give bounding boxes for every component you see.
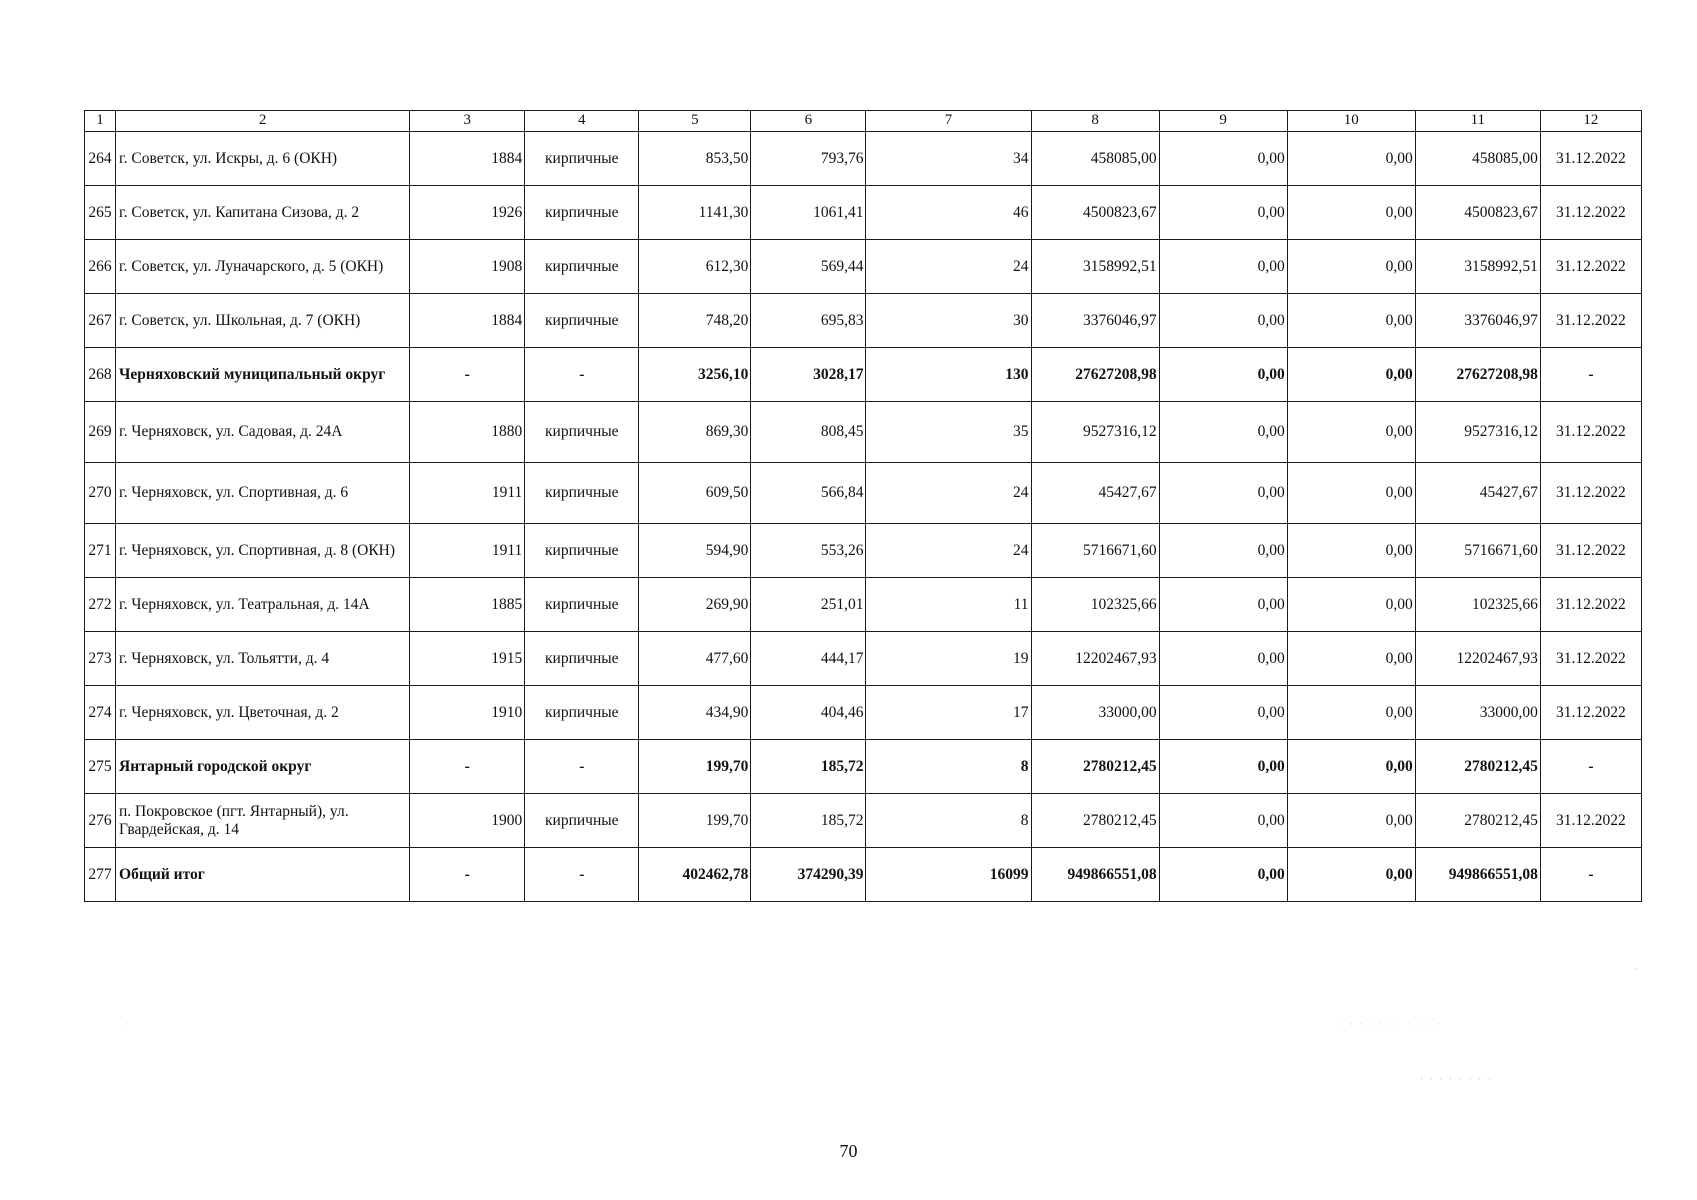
residents-count-cell: 46 bbox=[866, 186, 1031, 240]
table-row bbox=[85, 632, 1642, 686]
scan-speck: · bbox=[125, 1020, 130, 1030]
living-area-cell: 553,26 bbox=[751, 524, 866, 578]
regional-funds-cell: 0,00 bbox=[1287, 132, 1415, 186]
completion-date-cell: 31.12.2022 bbox=[1540, 632, 1641, 686]
address-name-cell: г. Советск, ул. Искры, д. 6 (ОКН) bbox=[116, 132, 410, 186]
total-cost-cell: 3376046,97 bbox=[1031, 294, 1159, 348]
other-funds-cell: 5716671,60 bbox=[1415, 524, 1540, 578]
federal-funds-cell: 0,00 bbox=[1159, 686, 1287, 740]
federal-funds-cell: 0,00 bbox=[1159, 402, 1287, 463]
residents-count-cell: 24 bbox=[866, 463, 1031, 524]
table-row bbox=[85, 132, 1642, 186]
construction-year-cell: 1911 bbox=[410, 463, 525, 524]
total-cost-cell: 4500823,67 bbox=[1031, 186, 1159, 240]
row-number-cell: 267 bbox=[85, 294, 116, 348]
completion-date-cell: - bbox=[1540, 348, 1641, 402]
construction-year-cell: 1926 bbox=[410, 186, 525, 240]
construction-year-cell: 1884 bbox=[410, 132, 525, 186]
residents-count-cell: 8 bbox=[866, 794, 1031, 848]
wall-material-cell: кирпичные bbox=[525, 132, 639, 186]
total-cost-cell: 102325,66 bbox=[1031, 578, 1159, 632]
construction-year-cell: - bbox=[410, 348, 525, 402]
row-number-cell: 266 bbox=[85, 240, 116, 294]
page-number: 70 bbox=[839, 1141, 858, 1161]
wall-material-cell: кирпичные bbox=[525, 240, 639, 294]
column-number-row bbox=[85, 111, 1642, 132]
other-funds-cell: 12202467,93 bbox=[1415, 632, 1540, 686]
address-name-cell: г. Советск, ул. Луначарского, д. 5 (ОКН) bbox=[116, 240, 410, 294]
row-number-cell: 275 bbox=[85, 740, 116, 794]
wall-material-cell: кирпичные bbox=[525, 686, 639, 740]
row-number-cell: 265 bbox=[85, 186, 116, 240]
construction-year-cell: 1911 bbox=[410, 524, 525, 578]
living-area-cell: 404,46 bbox=[751, 686, 866, 740]
scan-speck: · · · · · · · · bbox=[1420, 1075, 1493, 1085]
row-number-cell: 264 bbox=[85, 132, 116, 186]
construction-year-cell: 1880 bbox=[410, 402, 525, 463]
regional-funds-cell: 0,00 bbox=[1287, 186, 1415, 240]
completion-date-cell: 31.12.2022 bbox=[1540, 186, 1641, 240]
address-name-cell: Янтарный городской округ bbox=[116, 740, 410, 794]
column-number-6: 6 bbox=[751, 111, 866, 132]
total-area-cell: 3256,10 bbox=[639, 348, 751, 402]
federal-funds-cell: 0,00 bbox=[1159, 740, 1287, 794]
living-area-cell: 808,45 bbox=[751, 402, 866, 463]
federal-funds-cell: 0,00 bbox=[1159, 578, 1287, 632]
table-row bbox=[85, 463, 1642, 524]
table-row bbox=[85, 240, 1642, 294]
regional-funds-cell: 0,00 bbox=[1287, 794, 1415, 848]
other-funds-cell: 33000,00 bbox=[1415, 686, 1540, 740]
table-subtotal-row bbox=[85, 740, 1642, 794]
address-name-cell: п. Покровское (пгт. Янтарный), ул. Гвардейская, д. 14 bbox=[116, 794, 410, 848]
construction-year-cell: 1915 bbox=[410, 632, 525, 686]
completion-date-cell: 31.12.2022 bbox=[1540, 686, 1641, 740]
completion-date-cell: - bbox=[1540, 848, 1641, 902]
column-number-9: 9 bbox=[1159, 111, 1287, 132]
table-row bbox=[85, 186, 1642, 240]
regional-funds-cell: 0,00 bbox=[1287, 578, 1415, 632]
row-number-cell: 277 bbox=[85, 848, 116, 902]
other-funds-cell: 9527316,12 bbox=[1415, 402, 1540, 463]
wall-material-cell: кирпичные bbox=[525, 578, 639, 632]
wall-material-cell: - bbox=[525, 740, 639, 794]
construction-year-cell: 1900 bbox=[410, 794, 525, 848]
table-row bbox=[85, 524, 1642, 578]
construction-year-cell: 1885 bbox=[410, 578, 525, 632]
column-number-12: 12 bbox=[1540, 111, 1641, 132]
federal-funds-cell: 0,00 bbox=[1159, 632, 1287, 686]
address-name-cell: г. Советск, ул. Капитана Сизова, д. 2 bbox=[116, 186, 410, 240]
wall-material-cell: кирпичные bbox=[525, 463, 639, 524]
address-name-cell: г. Советск, ул. Школьная, д. 7 (ОКН) bbox=[116, 294, 410, 348]
wall-material-cell: кирпичные bbox=[525, 402, 639, 463]
other-funds-cell: 102325,66 bbox=[1415, 578, 1540, 632]
completion-date-cell: 31.12.2022 bbox=[1540, 463, 1641, 524]
wall-material-cell: кирпичные bbox=[525, 186, 639, 240]
total-cost-cell: 5716671,60 bbox=[1031, 524, 1159, 578]
living-area-cell: 185,72 bbox=[751, 740, 866, 794]
row-number-cell: 272 bbox=[85, 578, 116, 632]
row-number-cell: 274 bbox=[85, 686, 116, 740]
total-area-cell: 199,70 bbox=[639, 740, 751, 794]
other-funds-cell: 3158992,51 bbox=[1415, 240, 1540, 294]
living-area-cell: 374290,39 bbox=[751, 848, 866, 902]
register-body bbox=[85, 111, 1642, 902]
total-cost-cell: 2780212,45 bbox=[1031, 740, 1159, 794]
regional-funds-cell: 0,00 bbox=[1287, 686, 1415, 740]
total-area-cell: 748,20 bbox=[639, 294, 751, 348]
total-area-cell: 477,60 bbox=[639, 632, 751, 686]
regional-funds-cell: 0,00 bbox=[1287, 348, 1415, 402]
table-row bbox=[85, 794, 1642, 848]
other-funds-cell: 27627208,98 bbox=[1415, 348, 1540, 402]
regional-funds-cell: 0,00 bbox=[1287, 848, 1415, 902]
column-number-2: 2 bbox=[116, 111, 410, 132]
regional-funds-cell: 0,00 bbox=[1287, 524, 1415, 578]
living-area-cell: 695,83 bbox=[751, 294, 866, 348]
federal-funds-cell: 0,00 bbox=[1159, 524, 1287, 578]
completion-date-cell: 31.12.2022 bbox=[1540, 794, 1641, 848]
column-number-1: 1 bbox=[85, 111, 116, 132]
construction-year-cell: 1910 bbox=[410, 686, 525, 740]
table-row bbox=[85, 578, 1642, 632]
federal-funds-cell: 0,00 bbox=[1159, 186, 1287, 240]
other-funds-cell: 2780212,45 bbox=[1415, 794, 1540, 848]
column-number-8: 8 bbox=[1031, 111, 1159, 132]
federal-funds-cell: 0,00 bbox=[1159, 240, 1287, 294]
completion-date-cell: 31.12.2022 bbox=[1540, 294, 1641, 348]
living-area-cell: 569,44 bbox=[751, 240, 866, 294]
other-funds-cell: 2780212,45 bbox=[1415, 740, 1540, 794]
living-area-cell: 793,76 bbox=[751, 132, 866, 186]
completion-date-cell: 31.12.2022 bbox=[1540, 524, 1641, 578]
address-name-cell: Черняховский муниципальный округ bbox=[116, 348, 410, 402]
total-area-cell: 199,70 bbox=[639, 794, 751, 848]
construction-year-cell: - bbox=[410, 848, 525, 902]
address-name-cell: г. Черняховск, ул. Спортивная, д. 6 bbox=[116, 463, 410, 524]
column-number-3: 3 bbox=[410, 111, 525, 132]
total-area-cell: 594,90 bbox=[639, 524, 751, 578]
wall-material-cell: кирпичные bbox=[525, 794, 639, 848]
total-area-cell: 402462,78 bbox=[639, 848, 751, 902]
address-name-cell: г. Черняховск, ул. Тольятти, д. 4 bbox=[116, 632, 410, 686]
other-funds-cell: 949866551,08 bbox=[1415, 848, 1540, 902]
table-subtotal-row bbox=[85, 848, 1642, 902]
total-cost-cell: 12202467,93 bbox=[1031, 632, 1159, 686]
living-area-cell: 444,17 bbox=[751, 632, 866, 686]
regional-funds-cell: 0,00 bbox=[1287, 740, 1415, 794]
federal-funds-cell: 0,00 bbox=[1159, 794, 1287, 848]
total-cost-cell: 45427,67 bbox=[1031, 463, 1159, 524]
row-number-cell: 270 bbox=[85, 463, 116, 524]
construction-year-cell: - bbox=[410, 740, 525, 794]
total-cost-cell: 9527316,12 bbox=[1031, 402, 1159, 463]
residents-count-cell: 24 bbox=[866, 240, 1031, 294]
total-area-cell: 612,30 bbox=[639, 240, 751, 294]
living-area-cell: 3028,17 bbox=[751, 348, 866, 402]
regional-funds-cell: 0,00 bbox=[1287, 294, 1415, 348]
wall-material-cell: кирпичные bbox=[525, 632, 639, 686]
living-area-cell: 185,72 bbox=[751, 794, 866, 848]
total-cost-cell: 949866551,08 bbox=[1031, 848, 1159, 902]
housing-register-table bbox=[84, 110, 1642, 902]
wall-material-cell: - bbox=[525, 848, 639, 902]
residents-count-cell: 35 bbox=[866, 402, 1031, 463]
completion-date-cell: 31.12.2022 bbox=[1540, 240, 1641, 294]
column-number-4: 4 bbox=[525, 111, 639, 132]
federal-funds-cell: 0,00 bbox=[1159, 348, 1287, 402]
total-area-cell: 609,50 bbox=[639, 463, 751, 524]
scan-speck: · · · · · · · · · · · bbox=[1340, 1020, 1443, 1030]
address-name-cell: Общий итог bbox=[116, 848, 410, 902]
regional-funds-cell: 0,00 bbox=[1287, 402, 1415, 463]
row-number-cell: 269 bbox=[85, 402, 116, 463]
wall-material-cell: кирпичные bbox=[525, 294, 639, 348]
table-row bbox=[85, 402, 1642, 463]
address-name-cell: г. Черняховск, ул. Цветочная, д. 2 bbox=[116, 686, 410, 740]
column-number-5: 5 bbox=[639, 111, 751, 132]
total-area-cell: 434,90 bbox=[639, 686, 751, 740]
total-cost-cell: 2780212,45 bbox=[1031, 794, 1159, 848]
other-funds-cell: 458085,00 bbox=[1415, 132, 1540, 186]
table-row bbox=[85, 294, 1642, 348]
living-area-cell: 1061,41 bbox=[751, 186, 866, 240]
federal-funds-cell: 0,00 bbox=[1159, 132, 1287, 186]
column-number-10: 10 bbox=[1287, 111, 1415, 132]
residents-count-cell: 17 bbox=[866, 686, 1031, 740]
total-area-cell: 1141,30 bbox=[639, 186, 751, 240]
federal-funds-cell: 0,00 bbox=[1159, 848, 1287, 902]
other-funds-cell: 45427,67 bbox=[1415, 463, 1540, 524]
residents-count-cell: 24 bbox=[866, 524, 1031, 578]
construction-year-cell: 1884 bbox=[410, 294, 525, 348]
residents-count-cell: 30 bbox=[866, 294, 1031, 348]
regional-funds-cell: 0,00 bbox=[1287, 240, 1415, 294]
completion-date-cell: 31.12.2022 bbox=[1540, 132, 1641, 186]
wall-material-cell: кирпичные bbox=[525, 524, 639, 578]
total-cost-cell: 458085,00 bbox=[1031, 132, 1159, 186]
total-area-cell: 869,30 bbox=[639, 402, 751, 463]
column-number-7: 7 bbox=[866, 111, 1031, 132]
completion-date-cell: 31.12.2022 bbox=[1540, 578, 1641, 632]
residents-count-cell: 34 bbox=[866, 132, 1031, 186]
residents-count-cell: 8 bbox=[866, 740, 1031, 794]
other-funds-cell: 4500823,67 bbox=[1415, 186, 1540, 240]
column-number-11: 11 bbox=[1415, 111, 1540, 132]
living-area-cell: 566,84 bbox=[751, 463, 866, 524]
federal-funds-cell: 0,00 bbox=[1159, 294, 1287, 348]
scan-speck: · bbox=[1635, 965, 1640, 975]
completion-date-cell: - bbox=[1540, 740, 1641, 794]
address-name-cell: г. Черняховск, ул. Спортивная, д. 8 (ОКН) bbox=[116, 524, 410, 578]
total-cost-cell: 3158992,51 bbox=[1031, 240, 1159, 294]
residents-count-cell: 19 bbox=[866, 632, 1031, 686]
living-area-cell: 251,01 bbox=[751, 578, 866, 632]
residents-count-cell: 11 bbox=[866, 578, 1031, 632]
residents-count-cell: 16099 bbox=[866, 848, 1031, 902]
total-area-cell: 269,90 bbox=[639, 578, 751, 632]
table-row bbox=[85, 686, 1642, 740]
residents-count-cell: 130 bbox=[866, 348, 1031, 402]
row-number-cell: 268 bbox=[85, 348, 116, 402]
total-area-cell: 853,50 bbox=[639, 132, 751, 186]
total-cost-cell: 27627208,98 bbox=[1031, 348, 1159, 402]
federal-funds-cell: 0,00 bbox=[1159, 463, 1287, 524]
wall-material-cell: - bbox=[525, 348, 639, 402]
row-number-cell: 271 bbox=[85, 524, 116, 578]
address-name-cell: г. Черняховск, ул. Театральная, д. 14А bbox=[116, 578, 410, 632]
table-subtotal-row bbox=[85, 348, 1642, 402]
row-number-cell: 273 bbox=[85, 632, 116, 686]
address-name-cell: г. Черняховск, ул. Садовая, д. 24А bbox=[116, 402, 410, 463]
other-funds-cell: 3376046,97 bbox=[1415, 294, 1540, 348]
construction-year-cell: 1908 bbox=[410, 240, 525, 294]
completion-date-cell: 31.12.2022 bbox=[1540, 402, 1641, 463]
total-cost-cell: 33000,00 bbox=[1031, 686, 1159, 740]
regional-funds-cell: 0,00 bbox=[1287, 632, 1415, 686]
row-number-cell: 276 bbox=[85, 794, 116, 848]
regional-funds-cell: 0,00 bbox=[1287, 463, 1415, 524]
